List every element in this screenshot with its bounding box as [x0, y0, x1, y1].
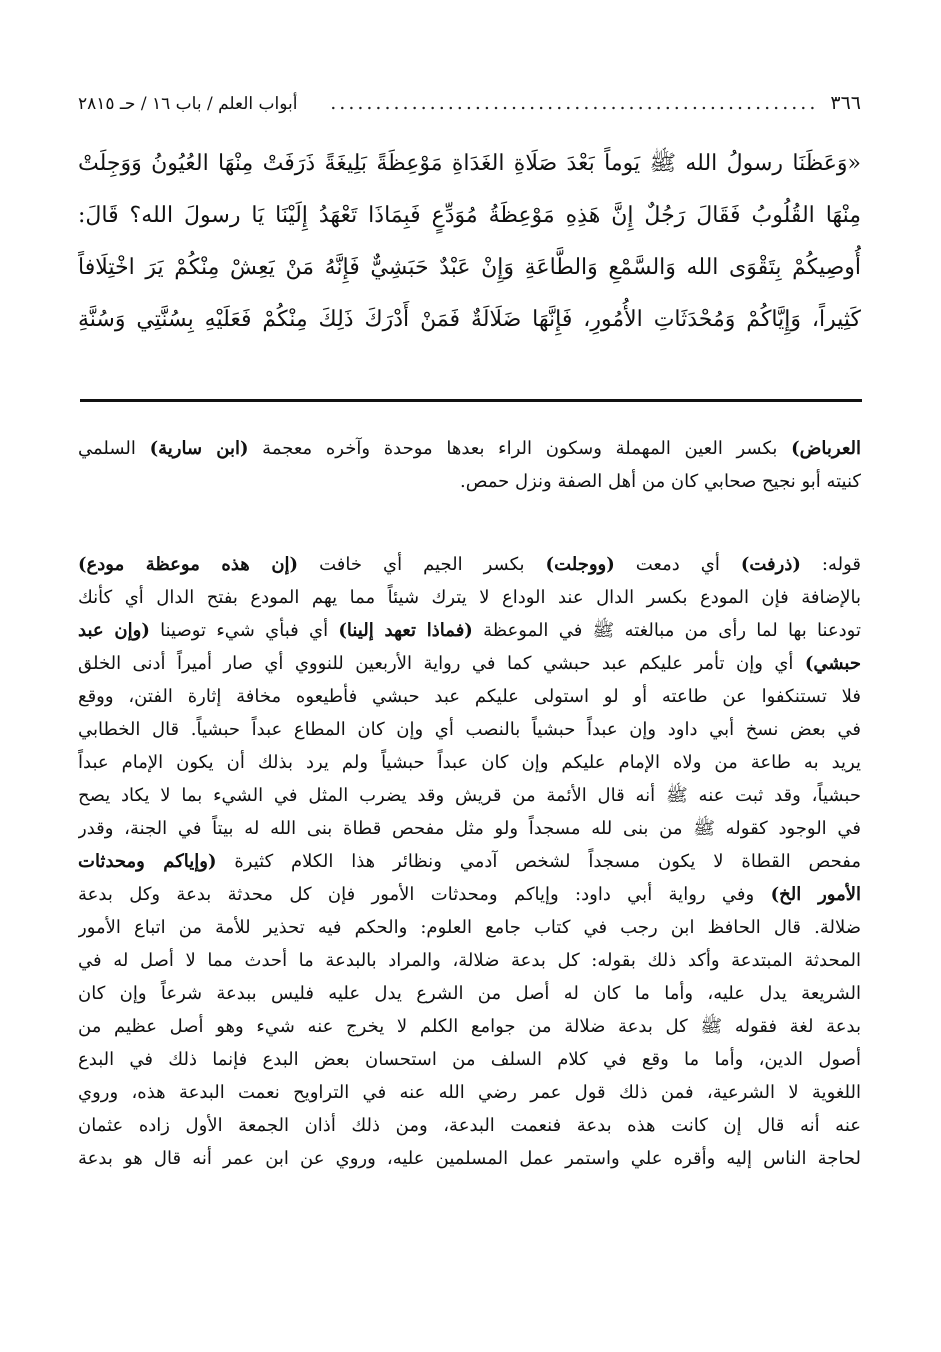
bold-term: العرباض): [791, 438, 861, 459]
text-run: الشريعة يدل عليه، وأما ما كان له أصل من الشرع يدل عليه فليس ببدعة شرعاً وإن كان: [78, 983, 861, 1004]
commentary-line: كنيته أبو نجيح صحابي كان من أهل الصفة ونزل حمص.: [459, 471, 861, 492]
commentary-line: [78, 878, 861, 911]
commentary-line: [78, 647, 861, 680]
commentary-line: [78, 944, 861, 977]
text-run: أي وإن تأمر عليكم عبد حبشي كما في رواية الأربعين للنووي أي صار أميراً أدنى الخلق: [78, 653, 805, 674]
text-run: ضلالة. قال الحافظ ابن رجب في كتاب جامع العلوم: والحكم فيه تحذير للأمة من اتباع الأمور: [78, 917, 861, 938]
text-run: فلا تستنكفوا عن طاعته أو لو استولى عليكم عبد حبشي فأطيعوه مخافة إثارة الفتن، ووقع: [78, 686, 861, 707]
text-run: وفي رواية أبي داود: وإياكم ومحدثات الأمور فإن كل محدثة بدعة وكل بدعة: [78, 884, 771, 905]
paragraph-gap: [78, 498, 861, 548]
text-run: عنه أنه قال إن كانت هذه بدعة فنعمت البدعة، ومن ذلك أذان الجمعة الأول زاده عثمان: [78, 1115, 861, 1136]
hadith-text: [78, 138, 861, 346]
text-run: بدعة لغة فقوله ﷺ كل بدعة ضلالة من جوامع الكلم لا يخرج عنه شيء وهو أصل عظيم من: [78, 1016, 861, 1037]
text-run: تودعنا بها لما رأى من مبالغته ﷺ في الموعظة: [472, 620, 861, 641]
text-run: يريد به طاعة من ولاه الإمام عليكم وإن كان عبداً حبشياً ولم يرد بذلك أن يكون الإمام عبداً: [78, 752, 861, 773]
bold-term: (فماذا تعهد إلينا): [338, 620, 473, 641]
commentary-line: [78, 746, 861, 779]
commentary-line: [78, 1043, 861, 1076]
bold-term: حبشي): [804, 653, 861, 674]
text-run: لحاجة الناس إليه وأقره علي واستمر عمل المسلمين عليه، وروي عن ابن عمر أنه قال هو بدعة: [78, 1148, 861, 1169]
commentary: [78, 432, 861, 1175]
commentary-line: [78, 779, 861, 812]
bold-term: (ذرفت): [740, 554, 801, 575]
running-header: [78, 92, 861, 122]
text-run: حبشياً، وقد ثبت عنه ﷺ أنه قال الأئمة من قريش وقد يضرب المثل في الشيء بما لا يكاد يصح: [78, 785, 861, 806]
text-run: أي فبأي شيء توصينا: [149, 620, 339, 641]
explanation-paragraph: [78, 548, 861, 1175]
commentary-line: [78, 581, 861, 614]
bold-term: (ووجلت): [545, 554, 615, 575]
page-number: ٣٦٦: [830, 92, 861, 114]
commentary-line: [78, 812, 861, 845]
commentary-line: العرباض) بكسر العين المهملة وسكون الراء بعدها موحدة وآخره معجمة (ابن سارية) السلمي: [78, 438, 861, 459]
text-run: قوله:: [800, 554, 861, 575]
commentary-line: [78, 911, 861, 944]
bold-term: (ابن سارية): [149, 438, 249, 459]
commentary-line: [78, 680, 861, 713]
text-run: المحدثة المبتدعة وأكد ذلك بقوله: كل بدعة ضلالة، والمراد بالبدعة ما أحدث مما لا أصل له في: [78, 950, 861, 971]
text-run: بكسر الجيم أي خافت: [298, 554, 546, 575]
commentary-line: [78, 1076, 861, 1109]
text-run: أصول الدين، وأما ما وقع في كلام السلف من استحسان بعض البدع فإنما ذلك في البدع: [78, 1049, 861, 1070]
commentary-line: [78, 1109, 861, 1142]
text-run: في بعض نسخ أبي داود وإن عبداً حبشياً بالنصب أي وإن كان المطاع عبداً حبشياً. قال الخطابي: [78, 719, 861, 740]
commentary-line: [78, 713, 861, 746]
bold-term: (وإن عبد: [78, 620, 150, 641]
text-run: في الوجود كقوله ﷺ من بنى لله مسجداً ولو مثل مفحص قطاة بنى الله له بيتاً في الجنة، وقدر: [78, 818, 861, 839]
hadith-line: أُوصِيكُمْ بِتَقْوَى الله وَالسَّمْعِ وَالطَّاعَةِ وَإِنْ عَبْدٌ حَبَشِيٌّ فَإِنَّهُ مَنْ يَعِشْ مِنْكُمْ يَرَ اخْتِلَافاً: [78, 255, 861, 280]
commentary-line: [78, 845, 861, 878]
section-divider: [80, 399, 862, 402]
bold-term: (إن هذه موعظة مودع): [78, 554, 299, 575]
commentary-line: [78, 548, 861, 581]
text-run: أي دمعت: [614, 554, 741, 575]
commentary-line: [78, 977, 861, 1010]
text-run: مفحص القطاة لا يكون مسجداً لشخص آدمي ونظائر هذا الكلام كثيرة: [216, 851, 861, 872]
bold-term: الأمور الخ): [770, 884, 861, 905]
commentary-line: [78, 1142, 861, 1175]
header-title: أبواب العلم / باب ١٦ / حـ ٢٨١٥: [78, 94, 298, 114]
commentary-line: [78, 614, 861, 647]
text-run: اللغوية لا الشرعية، فمن ذلك قول عمر رضي الله عنه في التراويح نعمت البدعة هذه، وروي: [78, 1082, 861, 1103]
bold-term: (وإياكم ومحدثات: [78, 851, 217, 872]
header-leader-dots: ......................................................: [330, 92, 819, 114]
narrator-note: [78, 432, 861, 498]
hadith-line: كَثِيراً، وَإِيَّاكُمْ وَمُحْدَثَاتِ الأُمُورِ، فَإِنَّهَا ضَلَالَةٌ فَمَنْ أَدْرَكَ ذَلِكَ مِنْكُمْ فَعَلَيْهِ بِسُنَّتِي وَسُنَّةِ: [78, 307, 861, 332]
text-run: بالإضافة فإن المودع بكسر الدال عند الوداع لا يترك شيئاً مما يهم المودع بفتح الدال أي كأنك: [78, 587, 861, 608]
hadith-line: مِنْهَا القُلُوبُ فَقَالَ رَجُلٌ إِنَّ هَذِهِ مَوْعِظَةُ مُوَدِّعٍ فَبِمَاذَا تَعْهَدُ إِلَيْنَا يَا رسولَ الله؟ قَالَ:: [78, 203, 861, 228]
hadith-line: «وَعَظَنَا رسولُ الله ﷺ يَوماً بَعْدَ صَلَاةِ الغَدَاةِ مَوْعِظَةً بَلِيغَةً ذَرَفَتْ مِنْهَا العُيُونُ وَوَجِلَتْ: [78, 151, 861, 176]
commentary-line: [78, 1010, 861, 1043]
